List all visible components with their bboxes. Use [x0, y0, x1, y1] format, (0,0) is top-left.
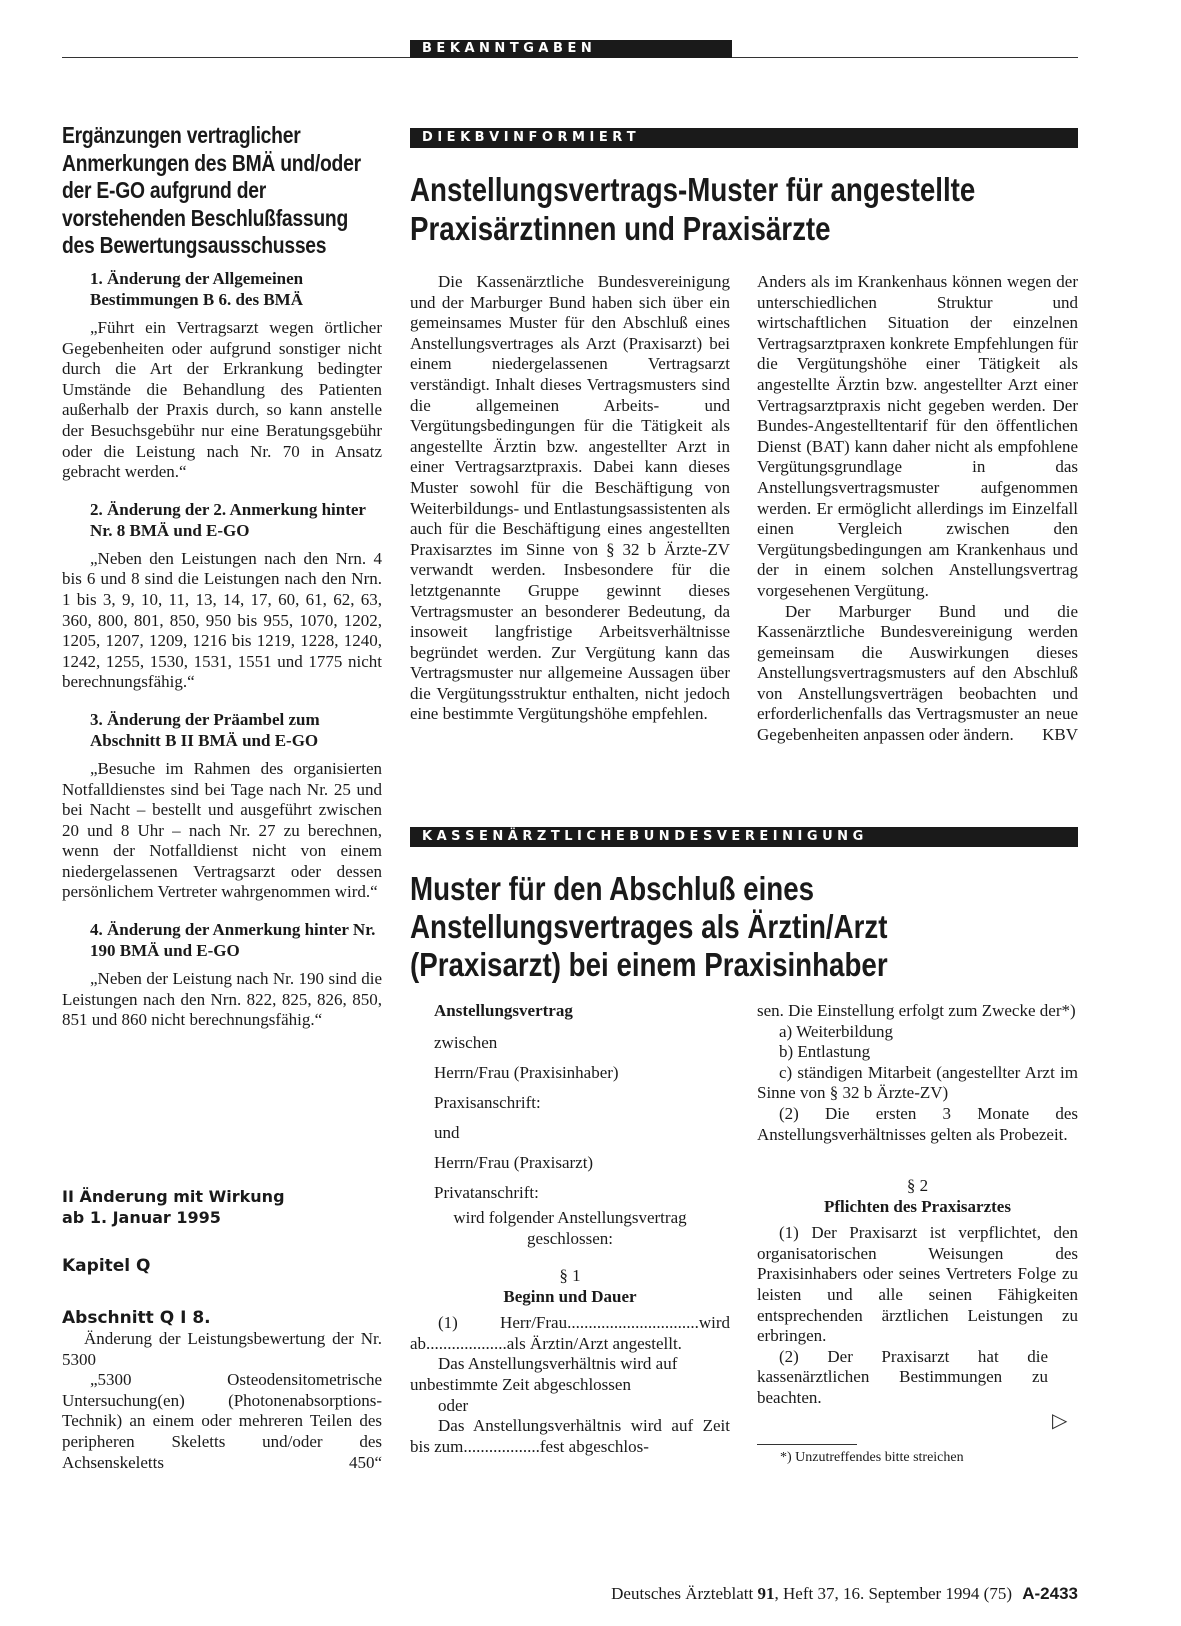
- change-heading-line1: II Änderung mit Wirkung: [62, 1187, 285, 1206]
- footer-volume: 91: [757, 1584, 775, 1603]
- contract-col1: [410, 1000, 730, 1457]
- contract-col2: [757, 1001, 1078, 1409]
- paragraph2-text-1: (1) Der Praxisarzt ist verpflichtet, den organisatorischen Weisungen des Praxisinhabers oder seines Vertreters Folge zu leisten und alle seinen Fähigkeiten entsprechenden ärztlichen Leistungen zu erbringen.: [757, 1223, 1078, 1346]
- article2-title: [410, 870, 1065, 984]
- contract-zwischen: zwischen: [434, 1033, 498, 1052]
- contract-inhaber: Herrn/Frau (Praxisinhaber): [434, 1063, 619, 1082]
- section-1-text: „Führt ein Vertragsarzt wegen örtlicher Gegebenheiten oder aufgrund sonstiger nicht durch die Art der Erkrankung bedingter Umstände die Behandlung des Patienten außerhalb der Praxis durch, so kann anstelle der Besuchsgebühr nur eine Beratungsgebühr oder die Leistung nach Nr. 70 in Ansatz gebracht werden.“: [62, 318, 382, 482]
- article1-col2-p1: Anders als im Krankenhaus können wegen der unterschiedlichen Struktur und wirtschaftlichen Situation der einzelnen Vertragsarztpraxen konkrete Empfehlungen für die Vergütungshöhe einer Tätigkeit als angestellte Ärztin bzw. angestellter Arzt einer Vertragsarztpraxis nicht gegeben werden. Der Bundes-Angestelltentarif für den öffentlichen Dienst (BAT) kann daher nicht als empfohlene Vergütungsgrundlage in das Anstellungsvertragsmuster aufgenommen werden. Er ermöglicht allerdings im Einzelfall einen Vergleich zwischen den Vergütungsbedingungen am Krankenhaus und der in einem solchen Anstellungsvertrag vorgesehenen Vergütung.: [757, 272, 1078, 600]
- abschnitt-text-1: Änderung der Leistungsbewertung der Nr. 5300: [62, 1329, 382, 1369]
- paragraph1-text-b: Das Anstellungsverhältnis wird auf unbestimmte Zeit abgeschlossen: [410, 1354, 678, 1394]
- section-band-bekanntgaben: B E K A N N T G A B E N: [410, 40, 732, 58]
- footnote: *) Unzutreffendes bitte streichen: [780, 1450, 964, 1465]
- paragraph1-probezeit: (2) Die ersten 3 Monate des Anstellungsverhältnisses gelten als Probezeit.: [757, 1103, 1078, 1144]
- change-heading-line2: ab 1. Januar 1995: [62, 1208, 221, 1227]
- section-3-text: „Besuche im Rahmen des organisierten Notfalldienstes sind bei Tage nach Nr. 25 und bei Nacht – bestellt und ausgeführt zwischen 20 und 8 Uhr – nach Nr. 27 zu berechnen, wenn der Notfalldienst nicht von einem niedergelassenen Vertragsarzt oder dessen persönlichem Vertreter wahrgenommen wird.“: [62, 758, 382, 902]
- contract-col2-intro: sen. Die Einstellung erfolgt zum Zwecke der*): [757, 1001, 1076, 1020]
- article1-col1: [410, 272, 730, 725]
- article1-col1-text: Die Kassenärztliche Bundesvereinigung und der Marburger Bund haben sich über ein gemeinsames Muster für den Abschluß eines Anstellungsvertrages als Arzt (Praxisarzt) bei einem niedergelassenen Vertragsarzt verständigt. Inhalt dieses Vertragsmusters sind die allgemeinen Arbeits- und Vergütungsbedingungen für die Tätigkeit als angestellte Ärztin bzw. angestellter Arzt in einer Vertragsarztpraxis. Dabei kann dieses Muster sowohl für die Beschäftigung von Weiterbildungs- und Entlastungsassistenten als auch für die Beschäftigung eines angestellten Praxisarztes im Sinne von § 32 b Ärzte-ZV verwandt werden. Insbesondere für die letztgenannte Gruppe gewinnt dieses Vertragsmuster an besonderer Bedeutung, da insoweit langfristige Arbeitsverhältnisse begründet werden. Zur Vergütung kann das Vertragsmuster nur allgemeine Aussagen über die Vergütungsstruktur enthalten, nicht jedoch eine bestimmte Vergütungshöhe empfehlen.: [410, 272, 730, 724]
- article1-title: Anstellungsvertrags-Muster für angestellte Praxisärztinnen und Praxisärzte: [410, 171, 976, 247]
- paragraph1-text-a: (1) Herr/Frau...............................wird ab...................als Ärztin/Arzt angestellt.: [410, 1313, 730, 1353]
- continue-arrow-icon: ▷: [1052, 1408, 1068, 1432]
- option-c: c) ständigen Mitarbeit (angestellter Arzt im Sinne von § 32 b Ärzte-ZV): [757, 1062, 1078, 1103]
- abschnitt-text-2: „5300 Osteodensitometrische Untersuchung(en) (Photonenabsorptions-Technik) an einem oder mehreren Teilen des peripheren Skeletts und/oder des Achsenskeletts: [62, 1370, 382, 1472]
- paragraph2-title: Pflichten des Praxisarztes: [824, 1197, 1011, 1217]
- contract-title: Anstellungsvertrag: [434, 1001, 573, 1020]
- section-3-title: 3. Änderung der Präambel zum Abschnitt B II BMÄ und E-GO: [90, 709, 320, 750]
- article1-sign: KBV: [1042, 725, 1078, 745]
- paragraph2-number: § 2: [906, 1176, 929, 1196]
- article1-col2: [757, 272, 1078, 746]
- contract-und: und: [434, 1123, 460, 1142]
- left-change-heading: [62, 1186, 285, 1228]
- footnote-rule: [757, 1444, 857, 1445]
- left-heading: Ergänzungen vertraglicher Anmerkungen des BMÄ und/oder der E-GO aufgrund der vorstehenden Beschlußfassung des Bewertungsausschusses: [62, 122, 361, 258]
- contract-praxisarzt: Herrn/Frau (Praxisarzt): [434, 1153, 594, 1172]
- abschnitt-value: 450“: [348, 1452, 382, 1472]
- kapitel-heading: Kapitel Q: [62, 1256, 151, 1276]
- paragraph1-number: § 1: [559, 1266, 581, 1286]
- section-band-kbv-informiert: D I E K B V I N F O R M I E R T: [410, 128, 1078, 148]
- option-b: b) Entlastung: [779, 1042, 871, 1062]
- option-a: a) Weiterbildung: [779, 1021, 893, 1041]
- section-2-title: 2. Änderung der 2. Anmerkung hinter Nr. 8 BMÄ und E-GO: [90, 499, 366, 540]
- abschnitt-block: [62, 1308, 382, 1473]
- contract-privatanschrift: Privatanschrift:: [434, 1183, 539, 1202]
- article2-title-line3: (Praxisarzt) bei einem Praxisinhaber: [410, 946, 888, 983]
- footer-issue: , Heft 37, 16. September 1994 (75): [774, 1584, 1012, 1603]
- page-footer: [520, 1584, 1078, 1604]
- abschnitt-heading: Abschnitt Q I 8.: [62, 1308, 211, 1328]
- section-1-title: 1. Änderung der Allgemeinen Bestimmungen B 6. des BMÄ: [90, 269, 304, 309]
- footer-journal: Deutsches Ärzteblatt: [611, 1584, 754, 1603]
- contract-praxisanschrift: Praxisanschrift:: [434, 1093, 541, 1112]
- left-sections: [62, 268, 382, 1031]
- paragraph2-text-2: (2) Der Praxisarzt hat die kassenärztlichen Bestimmungen zu beachten.: [757, 1346, 1048, 1407]
- article2-title-line2: Anstellungsvertrages als Ärztin/Arzt: [410, 908, 888, 945]
- paragraph1-oder: oder: [438, 1395, 469, 1415]
- section-2-text: „Neben den Leistungen nach den Nrn. 4 bis 6 und 8 sind die Leistungen nach den Nrn. 1 bis 3, 9, 10, 11, 13, 14, 17, 60, 61, 62, 63, 360, 800, 801, 850, 950 bis 955, 1070, 1202, 1205, 1207, 1209, 1216 bis 1219, 1228, 1240, 1242, 1255, 1530, 1531, 1551 und 1775 nicht berechnungsfähig.“: [62, 548, 382, 692]
- paragraph1-text-c: Das Anstellungsverhältnis wird auf Zeit bis zum..................fest abgeschlos-: [410, 1416, 730, 1456]
- article1-col2-p2: Der Marburger Bund und die Kassenärztliche Bundesvereinigung werden gemeinsam die Auswirkungen dieses Anstellungsvertragsmusters auf den Abschluß von Anstellungsverträgen beobachten und erforderlichenfalls das Vertragsmuster an neue Gegebenheiten anpassen oder ändern.: [757, 601, 1078, 745]
- paragraph1-title: Beginn und Dauer: [503, 1287, 637, 1307]
- article2-title-line1: Muster für den Abschluß eines: [410, 870, 815, 907]
- section-band-kbv: K A S S E N Ä R Z T L I C H E B U N D E S V E R E I N I G U N G: [410, 827, 1078, 847]
- section-4-text: „Neben der Leistung nach Nr. 190 sind die Leistungen nach den Nrn. 822, 825, 826, 850, 851 und 860 nicht berechnungsfähig.“: [62, 969, 382, 1030]
- section-4-title: 4. Änderung der Anmerkung hinter Nr. 190 BMÄ und E-GO: [90, 920, 376, 961]
- footer-page: A-2433: [1022, 1584, 1078, 1603]
- contract-geschlossen: wird folgender Anstellungsvertrag geschlossen:: [453, 1208, 687, 1248]
